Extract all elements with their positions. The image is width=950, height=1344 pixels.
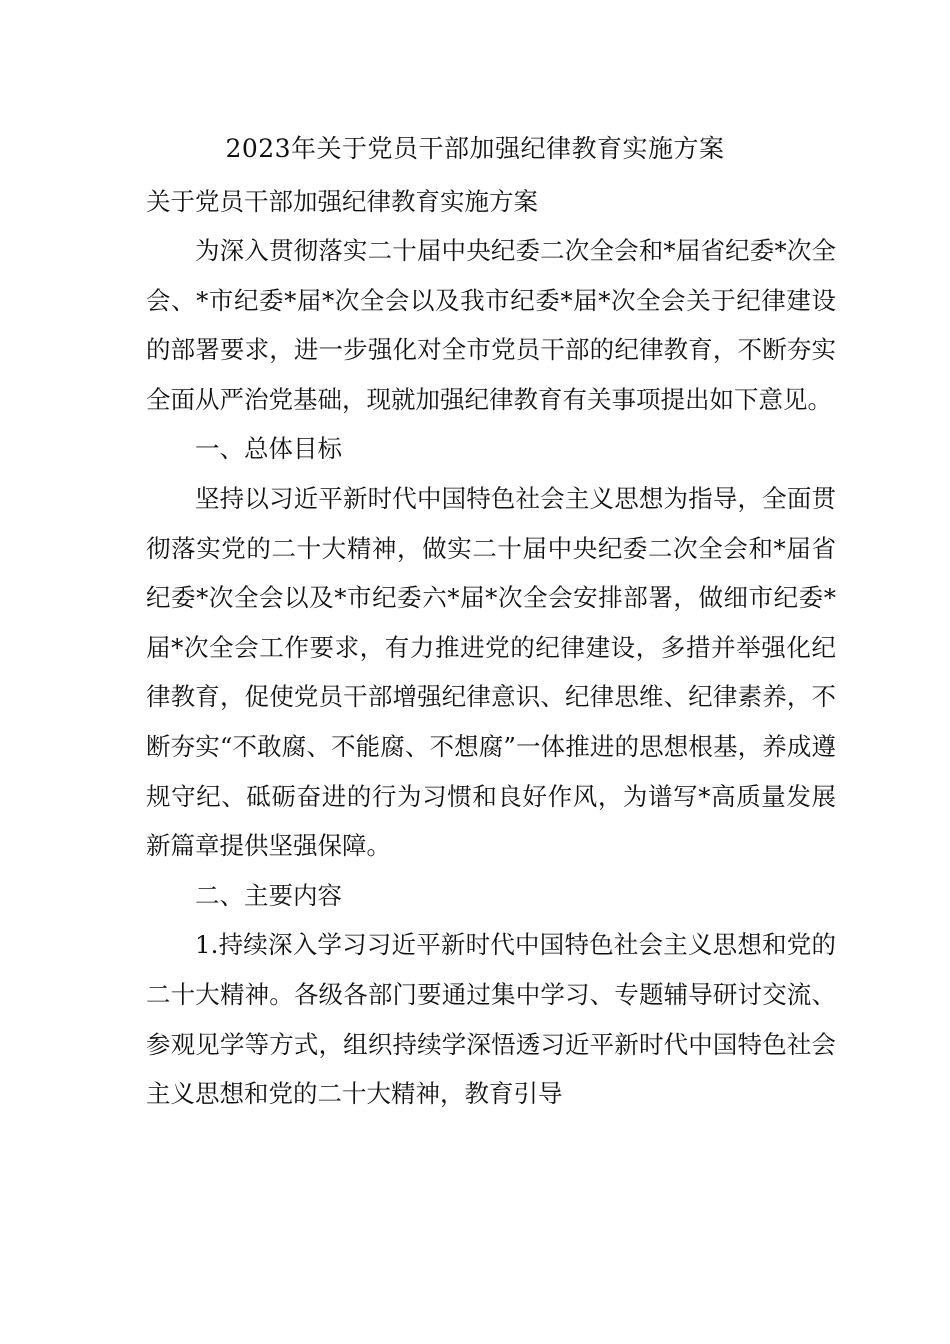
goal-paragraph: 坚持以习近平新时代中国特色社会主义思想为指导，全面贯彻落实党的二十大精神，做实二十届中央纪委二次全会和*届省纪委*次全会以及*市纪委六*届*次全会安排部署，做细市纪委*届*次全会工作要求，有力推进党的纪律建设，多措并举强化纪律教育，促使党员干部增强纪律意识、纪律思维、纪律素养，不断夯实“不敢腐、不能腐、不想腐”一体推进的思想根基，养成遵规守纪、砥砺奋进的行为习惯和良好作风，为谱写*高质量发展新篇章提供坚强保障。 xyxy=(146,483,836,861)
section-heading-main-content: 二、主要内容 xyxy=(195,880,342,910)
section-heading-overall-goal: 一、总体目标 xyxy=(195,434,342,464)
document-body xyxy=(146,226,836,1119)
intro-paragraph: 为深入贯彻落实二十届中央纪委二次全会和*届省纪委*次全会、*市纪委*届*次全会以及我市纪委*届*次全会关于纪律建设的部署要求，进一步强化对全市党员干部的纪律教育，不断夯实全面从严治党基础，现就加强纪律教育有关事项提出如下意见。 xyxy=(146,236,836,414)
content-item-1-paragraph: 1.持续深入学习习近平新时代中国特色社会主义思想和党的二十大精神。各级各部门要通过集中学习、专题辅导研讨交流、参观见学等方式，组织持续学深悟透习近平新时代中国特色社会主义思想和党的二十大精神，教育引导 xyxy=(146,930,836,1109)
document-subtitle: 关于党员干部加强纪律教育实施方案 xyxy=(146,187,538,216)
document-title: 2023年关于党员干部加强纪律教育实施方案 xyxy=(225,134,725,163)
